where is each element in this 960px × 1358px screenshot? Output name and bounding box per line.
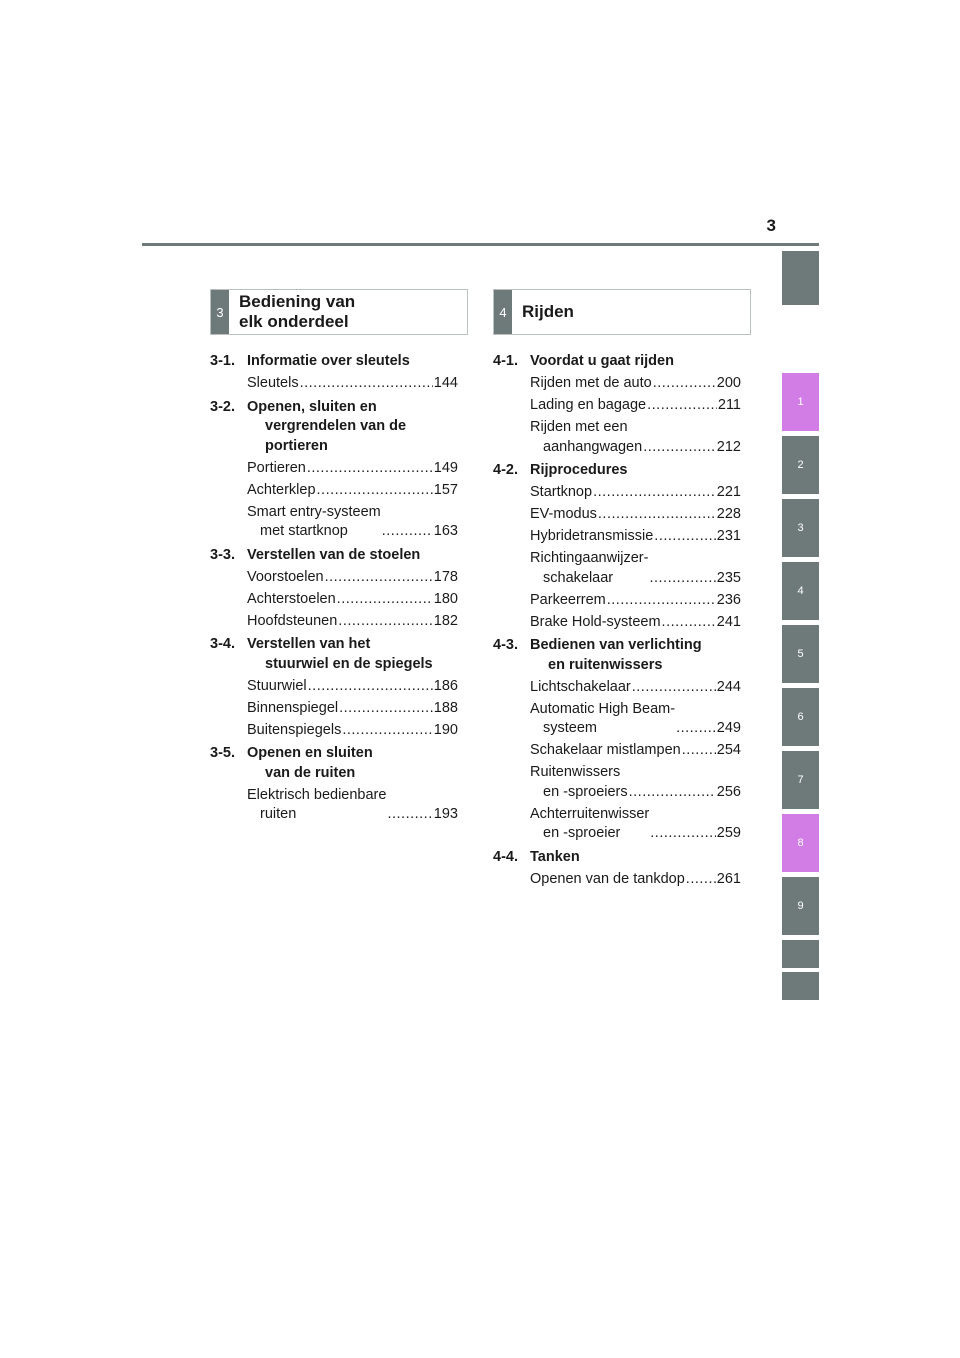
toc-group-number: 4-2. [493,462,518,478]
dot-leader [686,870,716,890]
toc-entry-page: 211 [717,397,741,413]
toc-entry[interactable] [210,721,458,741]
section-title: Rijden [522,302,574,321]
toc-entry-page: 178 [433,568,458,585]
toc-entry[interactable] [493,763,741,802]
dot-leader [325,568,433,588]
toc-entry-page: 144 [433,375,458,391]
dot-leader [387,805,432,825]
toc-group-label: Openen, sluiten en vergrendelen van de portieren [247,398,407,454]
toc-entry[interactable] [210,568,458,588]
toc-entry-label: Achterklep [247,481,316,498]
dot-leader [629,783,716,803]
thumb-tab[interactable]: 9 [782,877,819,935]
thumb-tab[interactable]: 7 [782,751,819,809]
toc-entry[interactable] [493,870,741,890]
toc-group-number: 4-3. [493,637,518,653]
toc-entry[interactable] [493,741,741,761]
dot-leader [317,481,433,501]
toc-entry-label: Lading en bagage [530,397,647,413]
thumb-tab[interactable]: 8 [782,814,819,872]
toc-entry-page: 212 [716,438,741,455]
toc-entry-page: 193 [433,806,458,822]
toc-entry-label: Brake Hold-systeem [530,613,661,630]
toc-group-label: Informatie over sleutels [247,353,410,369]
toc-entry-page: 256 [716,783,741,800]
toc-entry[interactable] [493,483,741,503]
toc-entry[interactable] [493,527,741,547]
toc-entry-page: 182 [433,612,458,629]
dot-leader [643,438,716,458]
toc-entry-label: Rijden met een aanhangwagen [530,419,643,455]
toc-entry-page: 163 [433,523,458,539]
toc-entry-label: Hoofdsteunen [247,612,338,629]
thumb-tab[interactable] [782,251,819,305]
toc-entry-label: Voorstoelen [247,568,324,585]
toc-column-4 [493,352,741,889]
toc-entry-page: 249 [716,720,741,736]
dot-leader [593,483,716,503]
toc-entry-page: 235 [716,569,741,586]
toc-group-number: 4-4. [493,848,518,865]
thumb-tab[interactable] [782,940,819,968]
toc-entry[interactable] [493,805,741,844]
dot-leader [662,613,716,633]
toc-entry-page: 157 [433,481,458,498]
dot-leader [647,396,717,416]
toc-entry[interactable] [210,503,458,542]
toc-group-title [210,352,458,372]
toc-entry-label: Achterstoelen [247,590,336,607]
toc-entry-label: Achterruitenwisser en -sproeier [530,805,650,841]
toc-group-title [210,546,458,566]
toc-group-title [493,636,741,675]
toc-group-label: Verstellen van het stuurwiel en de spiegels [247,636,433,672]
toc-entry-label: Lichtschakelaar [530,678,631,695]
dot-leader [649,569,715,589]
toc-entry[interactable] [493,549,741,588]
toc-group-label: Bedienen van verlichting en ruitenwissers [530,637,702,673]
toc-group-label: Openen en sluiten van de ruiten [247,745,373,781]
dot-leader [342,721,432,741]
toc-group-number: 3-1. [210,353,235,369]
toc-entry-label: Elektrisch bedienbare ruiten [247,786,387,822]
toc-entry[interactable] [493,418,741,457]
dot-leader [682,741,716,761]
toc-entry-label: Parkeerrem [530,591,606,608]
toc-entry[interactable] [210,677,458,697]
toc-entry-label: Binnenspiegel [247,699,339,716]
thumb-tab[interactable]: 6 [782,688,819,746]
toc-entry-label: Hybridetransmissie [530,528,654,544]
toc-entry-label: Stuurwiel [247,677,307,694]
toc-entry-label: Openen van de tankdop [530,870,685,887]
dot-leader [300,374,433,394]
toc-entry-label: Sleutels [247,375,299,391]
toc-entry-page: 254 [716,742,741,758]
toc-group-number: 4-1. [493,353,518,369]
toc-entry-page: 180 [433,590,458,607]
toc-group-label: Tanken [530,848,580,865]
toc-column-3 [210,352,458,825]
dot-leader [307,459,433,479]
section-header-4 [493,289,751,335]
toc-entry-page: 244 [716,678,741,695]
dot-leader [337,590,433,610]
thumb-tab[interactable]: 1 [782,373,819,431]
toc-entry-label: Startknop [530,484,593,500]
toc-entry[interactable] [493,700,741,739]
dot-leader [339,699,433,719]
toc-entry-page: 221 [716,484,741,500]
thumb-tab[interactable]: 5 [782,625,819,683]
toc-entry-page: 231 [716,528,741,544]
toc-entry[interactable] [210,699,458,719]
toc-group-title [210,398,458,457]
section-number: 4 [494,290,512,334]
toc-entry[interactable] [493,613,741,633]
toc-group-number: 3-4. [210,636,235,652]
header-rule [142,243,819,246]
toc-entry-label: Smart entry-systeem met startknop [247,503,381,539]
toc-entry[interactable] [210,374,458,394]
dot-leader [676,719,716,739]
thumb-tab[interactable]: 3 [782,499,819,557]
dot-leader [308,677,433,697]
dot-leader [607,591,716,611]
toc-entry[interactable] [210,786,458,825]
thumb-tab[interactable]: 4 [782,562,819,620]
toc-entry-page: 241 [716,613,741,630]
page-number: 3 [766,216,776,235]
toc-group-number: 3-3. [210,546,235,563]
toc-entry[interactable] [493,591,741,611]
toc-entry[interactable] [493,374,741,394]
toc-group-title [493,848,741,868]
toc-group-title [210,744,458,783]
toc-entry[interactable] [210,459,458,479]
toc-entry-page: 261 [716,870,741,887]
toc-entry-label: EV-modus [530,506,597,522]
toc-entry-page: 188 [433,699,458,716]
toc-entry-label: Portieren [247,459,306,476]
toc-entry-label: Buitenspiegels [247,721,342,738]
toc-entry-page: 259 [716,825,741,841]
toc-entry-page: 200 [716,375,741,391]
toc-entry-page: 186 [433,677,458,694]
toc-group-label: Rijprocedures [530,462,628,478]
toc-entry-page: 190 [433,721,458,738]
toc-group-number: 3-2. [210,398,235,415]
section-title: Bediening van elk onderdeel [239,292,356,331]
toc-entry[interactable] [210,481,458,501]
dot-leader [632,678,716,698]
toc-entry[interactable] [493,396,741,416]
toc-group-title [493,352,741,372]
dot-leader [653,374,716,394]
dot-leader [654,527,716,547]
toc-entry-label: Rijden met de auto [530,375,652,391]
toc-group-number: 3-5. [210,745,235,761]
toc-entry-label: Automatic High Beam- systeem [530,700,676,736]
toc-entry[interactable] [493,505,741,525]
thumb-tab[interactable]: 2 [782,436,819,494]
toc-group-label: Verstellen van de stoelen [247,546,421,563]
toc-group-title [210,635,458,674]
toc-entry-label: Richtingaanwijzer- schakelaar [530,550,649,586]
toc-entry-label: Schakelaar mistlampen [530,742,681,758]
dot-leader [650,824,716,844]
section-header-3 [210,289,468,335]
toc-group-label: Voordat u gaat rijden [530,353,674,369]
toc-entry[interactable] [210,612,458,632]
dot-leader [382,522,433,542]
toc-group-title [493,461,741,481]
toc-entry-page: 228 [716,506,741,522]
toc-entry-page: 236 [716,591,741,608]
toc-entry-label: Ruitenwissers en -sproeiers [530,764,628,800]
section-number: 3 [211,290,229,334]
toc-entry[interactable] [210,590,458,610]
thumb-tab[interactable] [782,972,819,1000]
toc-entry-page: 149 [433,459,458,476]
dot-leader [338,612,433,632]
toc-entry[interactable] [493,678,741,698]
dot-leader [598,505,716,525]
